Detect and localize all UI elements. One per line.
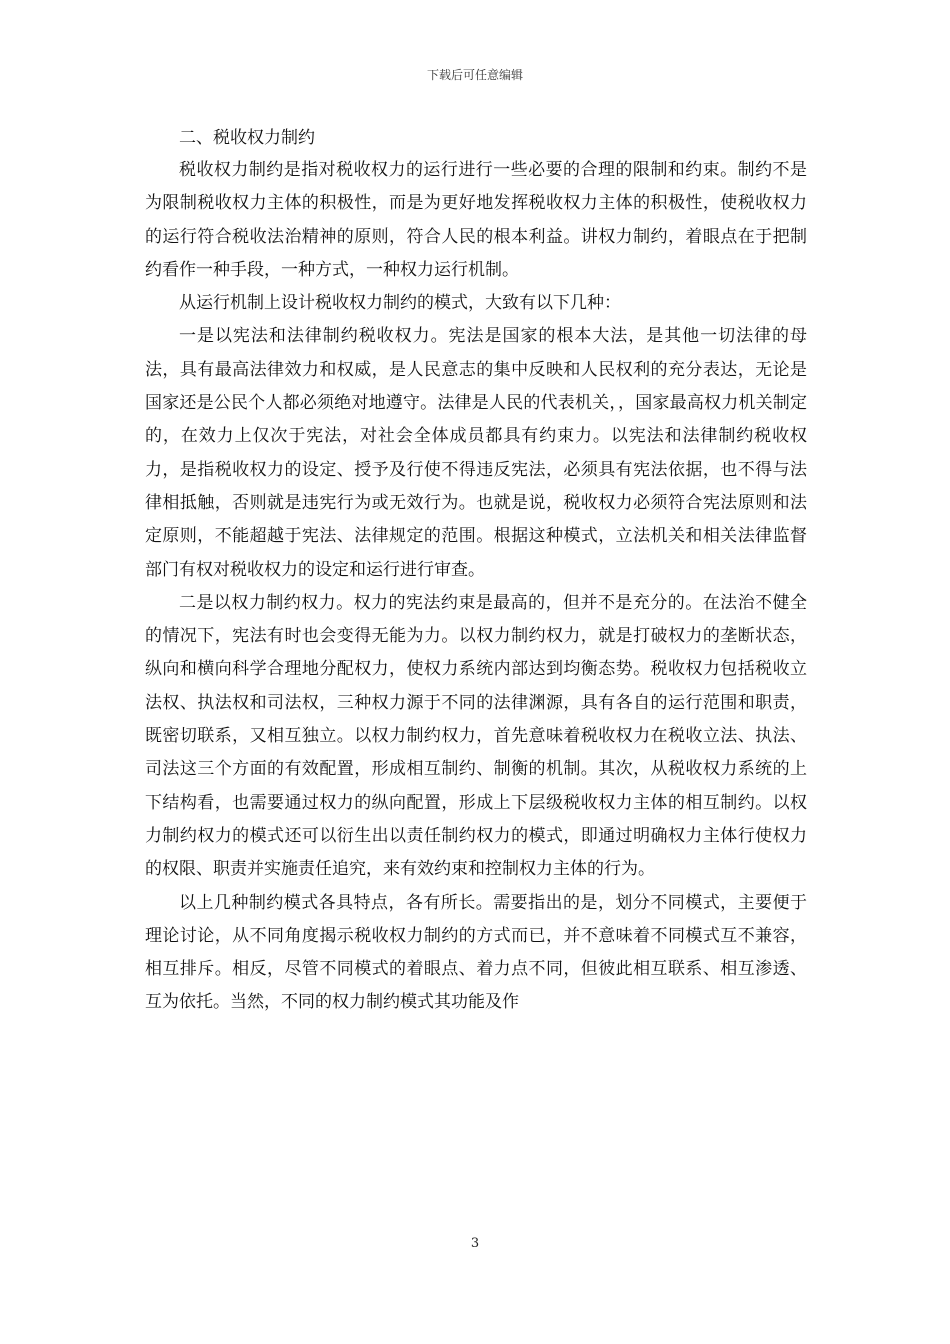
- section-heading: 二、税收权力制约: [179, 128, 315, 148]
- paragraph: 从运行机制上设计税收权力制约的模式，大致有以下几种：: [179, 293, 621, 314]
- document-body: [145, 122, 807, 1020]
- paragraph: 税收权力制约是指对税收权力的运行进行一些必要的合理的限制和约束。制约不是为限制税收权力主体的积极性，而是为更好地发挥税收权力主体的积极性，使税收权力的运行符合税收法治精神的原则，符合人民的根本利益。讲权力制约，着眼点在于把制约看作一种手段，一种方式，一种权力运行机制。: [145, 160, 807, 280]
- paragraph: 以上几种制约模式各具特点，各有所长。需要指出的是，划分不同模式，主要便于理论讨论，从不同角度揭示税收权力制约的方式而已，并不意味着不同模式互不兼容，相互排斥。相反，尽管不同模式的着眼点、着力点不同，但彼此相互联系、相互渗透、互为依托。当然，不同的权力制约模式其功能及作: [145, 892, 807, 1013]
- paragraph: 二是以权力制约权力。权力的宪法约束是最高的，但并不是充分的。在法治不健全的情况下，宪法有时也会变得无能为力。以权力制约权力，就是打破权力的垄断状态，纵向和横向科学合理地分配权力，使权力系统内部达到均衡态势。税收权力包括税收立法权、执法权和司法权，三种权力源于不同的法律渊源，具有各自的运行范围和职责，既密切联系，又相互独立。以权力制约权力，首先意味着税收权力在税收立法、执法、司法这三个方面的有效配置，形成相互制约、制衡的机制。其次，从税收权力系统的上下结构看，也需要通过权力的纵向配置，形成上下层级税收权力主体的相互制约。以权力制约权力的模式还可以衍生出以责任制约权力的模式，即通过明确权力主体行使权力的权限、职责并实施责任追究，来有效约束和控制权力主体的行为。: [145, 592, 807, 880]
- page-header: 下载后可任意编辑: [426, 68, 523, 82]
- page-number: 3: [470, 1236, 480, 1251]
- paragraph: 一是以宪法和法律制约税收权力。宪法是国家的根本大法，是其他一切法律的母法，具有最高法律效力和权威，是人民意志的集中反映和人民权利的充分表达，无论是国家还是公民个人都必须绝对地遵守。法律是人民的代表机关，，国家最高权力机关制定的，在效力上仅次于宪法，对社会全体成员都具有约束力。以宪法和法律制约税收权力，是指税收权力的设定、授予及行使不得违反宪法，必须具有宪法依据，也不得与法律相抵触，否则就是违宪行为或无效行为。也就是说，税收权力必须符合宪法原则和法定原则，不能超越于宪法、法律规定的范围。根据这种模式，立法机关和相关法律监督部门有权对税收权力的设定和运行进行审查。: [145, 326, 807, 580]
